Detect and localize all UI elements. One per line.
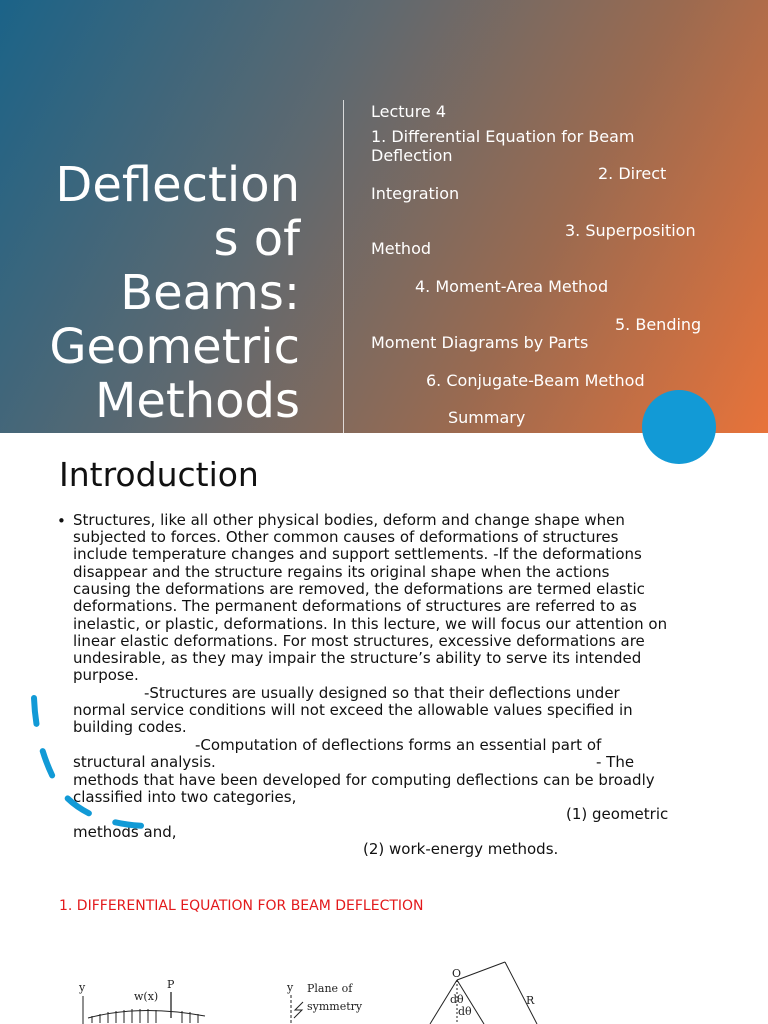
paragraph-line: undesirable, as they may impair the structure’s ability to serve its intended (73, 649, 642, 667)
paragraph-line: methods that have been developed for computing deflections can be broadly (73, 771, 655, 789)
plane-of-symmetry-figure (282, 960, 372, 1024)
paragraph-line: disappear and the structure regains its original shape when the actions (73, 563, 610, 581)
introduction-paragraph (73, 512, 733, 862)
beam-loading-figure (70, 960, 220, 1024)
paragraph-line: normal service conditions will not exceed the allowable values specified in (73, 701, 633, 719)
outline-line: Moment Diagrams by Parts (371, 333, 589, 352)
slide-divider (343, 100, 344, 433)
outline-line: Summary (448, 408, 526, 427)
angle-label: dθ (450, 993, 464, 1006)
paragraph-line: classified into two categories, (73, 788, 297, 806)
outline-line: 3. Superposition (565, 221, 696, 240)
paragraph-line: -Structures are usually designed so that their deflections under (144, 684, 620, 702)
paragraph-line: linear elastic deformations. For most structures, excessive deformations are (73, 632, 645, 650)
beam-point-load-label: P (167, 978, 175, 991)
outline-line: 5. Bending (615, 315, 702, 334)
outline-line: Integration (371, 184, 460, 203)
paragraph-line: (1) geometric (566, 805, 669, 823)
paragraph-line: structural analysis. (73, 753, 216, 771)
section-heading-introduction: Introduction (59, 455, 259, 494)
curvature-origin-label: O (452, 967, 462, 980)
paragraph-line: methods and, (73, 823, 177, 841)
plane-label-line2: symmetry (307, 1000, 363, 1013)
section-heading-differential-equation: 1. DIFFERENTIAL EQUATION FOR BEAM DEFLECTION (59, 898, 424, 914)
angle-label: dθ (458, 1005, 472, 1018)
plane-label-line1: Plane of (307, 982, 353, 995)
curvature-figure (412, 960, 552, 1024)
outline-line: 6. Conjugate-Beam Method (426, 371, 645, 390)
beam-load-label: w(x) (134, 990, 159, 1003)
decorative-dashed-arc (20, 690, 170, 840)
outline-line: Lecture 4 (371, 102, 447, 121)
paragraph-line: -Computation of deflections forms an essential part of (195, 736, 602, 754)
paragraph-line: subjected to forces. Other common causes of deformations of structures (73, 528, 619, 546)
outline-line: Method (371, 239, 432, 258)
paragraph-line: include temperature changes and support settlements. -If the deformations (73, 545, 642, 563)
paragraph-line: deformations. The permanent deformations of structures are referred to as (73, 597, 637, 615)
radius-label: R (526, 994, 535, 1007)
paragraph-line: Structures, like all other physical bodies, deform and change shape when (73, 511, 625, 529)
beam-y-label: y (79, 981, 86, 994)
paragraph-line: inelastic, or plastic, deformations. In this lecture, we will focus our attention on (73, 615, 668, 633)
paragraph-line: causing the deformations are removed, the deformations are termed elastic (73, 580, 645, 598)
outline-line: 2. Direct (598, 164, 667, 183)
paragraph-line: - The (596, 753, 635, 771)
title-slide (0, 0, 768, 433)
paragraph-line: purpose. (73, 666, 139, 684)
bullet-icon: • (57, 512, 66, 530)
slide-title: Deflection s of Beams: Geometric Methods (49, 157, 300, 429)
outline-line: 1. Differential Equation for Beam (371, 127, 635, 146)
decorative-circle (642, 390, 716, 464)
paragraph-line: (2) work-energy methods. (363, 840, 559, 858)
paragraph-line: building codes. (73, 718, 187, 736)
outline-line: 4. Moment-Area Method (415, 277, 609, 296)
section-y-label: y (287, 981, 294, 994)
outline-line: Deflection (371, 146, 453, 165)
